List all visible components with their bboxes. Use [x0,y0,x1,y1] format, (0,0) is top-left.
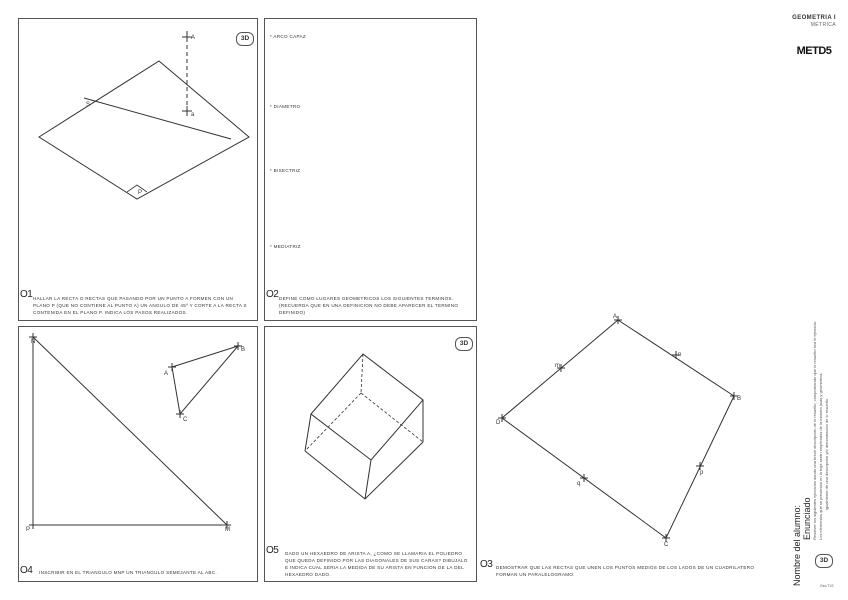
vertex-label-C: C [183,417,188,423]
exercise-4-figure [19,327,259,583]
sidebar-footer: Geo T.IS [820,584,834,588]
vertex-label-M: M [225,527,230,533]
exercise-5-panel [264,326,477,582]
vertex-label-C: C [664,542,669,548]
point-label-A: A [191,35,196,41]
instructions-line-3: igualmente de una descripción y/o demostración de lo resuelto. [824,397,829,510]
statement-label: Enunciado [802,497,812,540]
exercise-5-3d-badge: 3D [455,337,473,351]
line-label-S: S [86,102,91,108]
term-arco-capaz: * ARCO CAPAZ [270,34,306,39]
sheet-code: METD5 [796,45,832,57]
sidebar-3d-badge: 3D [815,554,833,568]
exercise-1-statement: HALLAR LA RECTA O RECTAS QUE PASANDO POR UN PUNTO A FORMEN CON UN PLANO P (QUE NO CONTIENE AL PUNTO A) UN ANGULO DE 45º Y CORTE A LA RECTA S CONTENIDA EN EL PLANO P. INDICA LOS PASOS REALIZADOS. [33,296,247,315]
exercise-3-number: O3 [480,559,493,570]
exercise-4-panel [18,326,258,582]
term-mediatriz: * MEDIATRIZ [270,244,301,249]
vertex-label-A: A [164,371,169,377]
exercise-5-statement: DADO UN HEXAEDRO DE ARISTA A, ¿COMO SE LLAMARIA EL POLIEDRO QUE QUEDA DEFINIDO POR LAS DIAGONALES DE SUS CARAS? DIBUJALO E INDICA CUAL SERIA LA MEDIDA DE SU ARISTA EN FUNCION DE LA DEL HEXAEDRO DADO. [285,551,468,577]
midpoint-label-q: q [577,481,581,487]
vertex-label-A: A [613,314,618,320]
vertex-label-D: D [496,420,501,426]
exercise-1-figure [19,19,259,322]
exercise-5-number: O5 [266,545,279,556]
exercise-1-3d-badge: 3D [236,32,254,46]
point-label-a: a [191,112,195,118]
course-subtitle: MÉTRICA [810,22,836,28]
exercise-1-number: O1 [20,289,33,300]
vertex-label-B: B [241,347,246,353]
instructions-line-1: Resolver los siguientes ejercicios dando una breve descripción de lo resuelto, comprobando que lo resuelto sea el ejercicio. [812,320,817,540]
vertex-label-B: B [737,396,742,402]
midpoint-label-p: p [700,470,704,476]
exercise-5-figure [265,327,478,583]
exercise-2-statement: DEFINE COMO LUGARES GEOMETRICOS LOS SIGUIENTES TERMINOS. (RECUERDA QUE EN UNA DEFINICION NO DEBE APARECER EL TERMINO DEFINIDO) [279,296,459,315]
instructions-line-2: Los elementos que se presentan en la hoja serán empleados de la manera justa y geométrica, [818,372,823,540]
midpoint-label-m: m [555,363,560,369]
exercise-2-panel [264,18,477,321]
term-diametro: * DIAMETRO [270,104,301,109]
exercise-4-number: O4 [20,565,33,576]
term-bisectriz: * BISECTRIZ [270,168,301,173]
exercise-2-number: O2 [266,289,279,300]
exercise-3-area [480,300,780,590]
student-name-label: Nombre del alumno: [792,504,802,586]
exercise-3-statement: DEMOSTRAR QUE LAS RECTAS QUE UNEN LOS PUNTOS MEDIOS DE LOS LADOS DE UN CUADRILATERO FORMAN UN PARALELOGRAMO. [496,565,755,577]
exercise-4-statement: INSCRIBIR EN EL TRIANGULO MNP UN TRIANGULO SEMEJANTE AL ABC. [39,570,217,575]
midpoint-label-n: n [678,352,682,358]
exercise-1-panel [18,18,258,321]
vertex-label-N: N [31,339,36,345]
exercise-3-figure [480,300,780,590]
course-title: GEOMETRIA I [792,15,836,21]
vertex-label-P: P [26,527,31,533]
plane-label-P: P [138,190,143,196]
